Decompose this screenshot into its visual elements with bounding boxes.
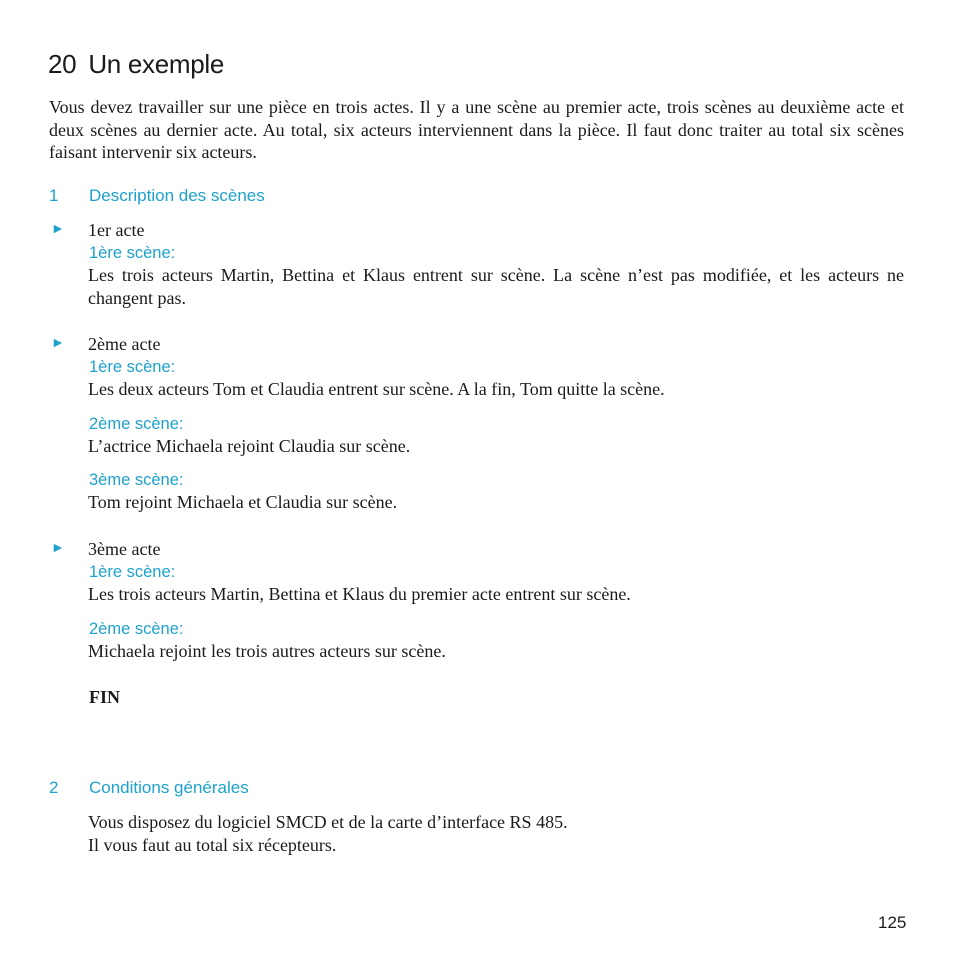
section-1-title: Description des scènes [89, 186, 265, 205]
section-1-number: 1 [49, 186, 59, 205]
bullet-arrow-icon: ► [51, 336, 65, 351]
act-1-scene-1-label: 1ère scène: [89, 244, 176, 262]
end-label: FIN [89, 687, 120, 707]
act-3-label: 3ème acte [88, 539, 161, 559]
page-number: 125 [878, 913, 907, 932]
bullet-arrow-icon: ► [51, 222, 65, 237]
act-2-label: 2ème acte [88, 334, 161, 354]
act-3-scene-2-text: Michaela rejoint les trois autres acteurs sur scène. [88, 641, 446, 661]
act-1-scene-1-text: Les trois acteurs Martin, Bettina et Klaus entrent sur scène. La scène n’est pas modifiée, et les acteurs ne changent pas. [88, 265, 904, 308]
chapter-number: 20 [48, 49, 77, 79]
section-2-line-1: Vous disposez du logiciel SMCD et de la carte d’interface RS 485. [88, 812, 568, 832]
act-3-scene-1-text: Les trois acteurs Martin, Bettina et Klaus du premier acte entrent sur scène. [88, 584, 631, 604]
section-2-number: 2 [49, 778, 59, 797]
act-2-scene-3-text: Tom rejoint Michaela et Claudia sur scène. [88, 492, 398, 512]
act-2-scene-1-label: 1ère scène: [89, 358, 176, 376]
act-3-scene-2-label: 2ème scène: [89, 620, 184, 638]
bullet-arrow-icon: ► [51, 541, 65, 556]
chapter-title [48, 48, 224, 80]
act-3-scene-1-label: 1ère scène: [89, 563, 176, 581]
act-2-scene-2-label: 2ème scène: [89, 415, 184, 433]
act-2-scene-1-text: Les deux acteurs Tom et Claudia entrent sur scène. A la fin, Tom quitte la scène. [88, 379, 665, 399]
act-1-label: 1er acte [88, 220, 145, 240]
intro-paragraph: Vous devez travailler sur une pièce en trois actes. Il y a une scène au premier acte, trois scènes au deuxième acte et deux scènes au dernier acte. Au total, six acteurs interviennent dans la pièce. Il faut donc traiter au total six scènes faisant intervenir six acteurs. [49, 97, 904, 163]
section-2-line-2: Il vous faut au total six récepteurs. [88, 835, 337, 855]
act-2-scene-2-text: L’actrice Michaela rejoint Claudia sur scène. [88, 436, 411, 456]
act-2-scene-3-label: 3ème scène: [89, 471, 184, 489]
section-2-title: Conditions générales [89, 778, 249, 797]
chapter-title-text: Un exemple [88, 49, 225, 79]
